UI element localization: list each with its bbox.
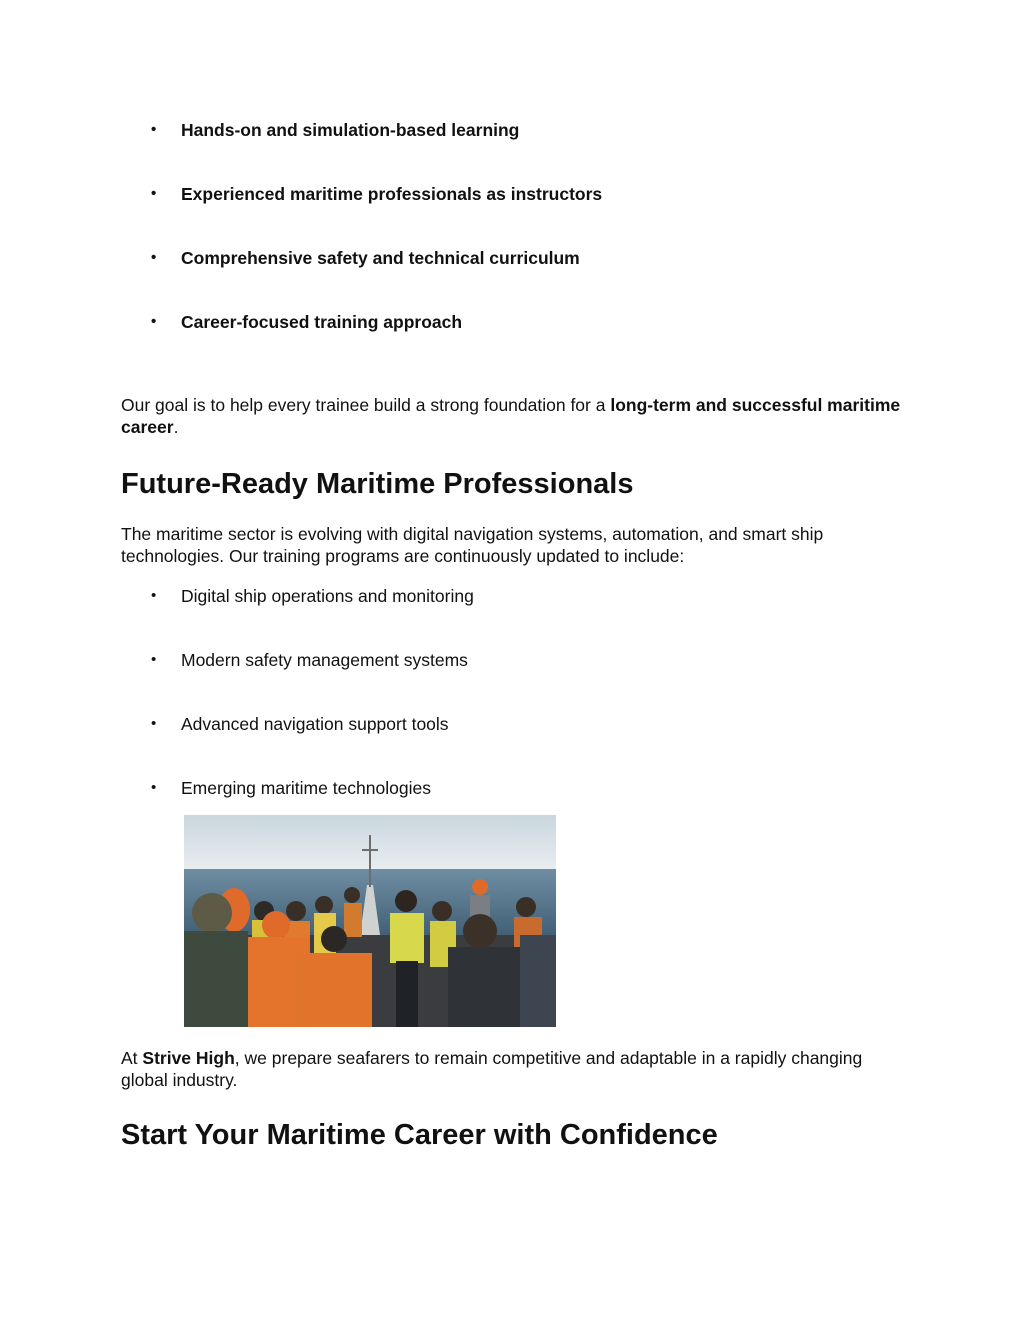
future-list [148, 585, 968, 799]
bullet-icon: • [151, 185, 157, 202]
list-item: • Advanced navigation support tools [151, 714, 449, 734]
list-item: • Emerging maritime technologies [151, 778, 431, 798]
start-heading: Start Your Maritime Career with Confidence [121, 1119, 718, 1151]
goal-emphasis: long-term and successful maritime career [121, 395, 901, 437]
brand-name: Strive High [142, 1048, 235, 1068]
features-list [148, 119, 968, 333]
bullet-icon: • [151, 249, 157, 266]
bullet-icon: • [151, 313, 157, 330]
list-item: • Hands-on and simulation-based learning [151, 120, 520, 140]
bullet-icon: • [151, 651, 157, 668]
crew-briefing-photo [184, 815, 556, 1027]
goal-paragraph: Our goal is to help every trainee build a strong foundation for a long-term and successful maritime career. [121, 395, 901, 437]
closing-paragraph: At Strive High, we prepare seafarers to remain competitive and adaptable in a rapidly changing global industry. [121, 1048, 863, 1090]
list-item: • Experienced maritime professionals as instructors [151, 184, 603, 204]
list-item: • Modern safety management systems [151, 650, 468, 670]
bullet-icon: • [151, 121, 157, 138]
bullet-icon: • [151, 779, 157, 796]
bullet-icon: • [151, 587, 157, 604]
list-item: • Comprehensive safety and technical curriculum [151, 248, 580, 268]
list-item: • Digital ship operations and monitoring [151, 586, 474, 606]
future-intro: The maritime sector is evolving with digital navigation systems, automation, and smart ship technologies. Our training programs are continuously updated to include: [121, 524, 824, 566]
future-heading: Future-Ready Maritime Professionals [121, 468, 634, 500]
bullet-icon: • [151, 715, 157, 732]
list-item: • Career-focused training approach [151, 312, 463, 332]
